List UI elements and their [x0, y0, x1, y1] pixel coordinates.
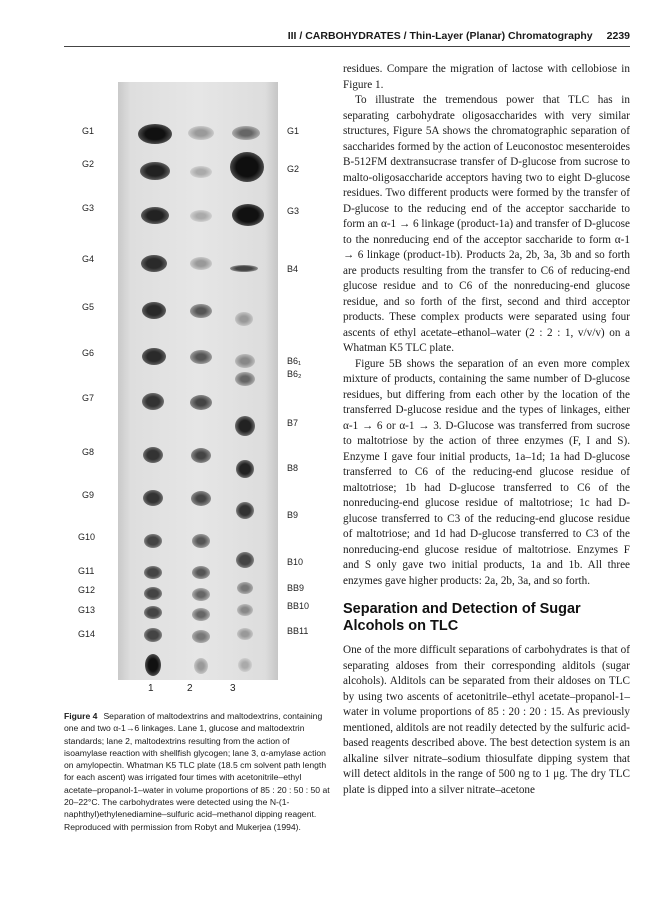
spot — [144, 534, 162, 548]
right-label: B6₂ — [287, 369, 302, 379]
left-label: G8 — [82, 447, 95, 457]
spot — [192, 630, 210, 643]
left-label: G4 — [82, 254, 95, 264]
left-label: G10 — [78, 532, 96, 542]
spot — [141, 207, 169, 224]
spot — [235, 354, 255, 368]
right-label: B9 — [287, 510, 299, 520]
left-label: G11 — [78, 566, 95, 576]
spot — [238, 658, 252, 672]
right-label: B8 — [287, 463, 299, 473]
spot — [191, 448, 211, 463]
spot — [191, 491, 211, 506]
spot — [138, 124, 172, 144]
spot — [190, 210, 212, 222]
header-rule — [64, 46, 630, 47]
spot — [236, 552, 254, 568]
spot — [235, 312, 253, 326]
right-label: B6₁ — [287, 356, 302, 366]
spot — [192, 534, 210, 548]
right-label: B10 — [287, 557, 304, 567]
spot — [144, 566, 162, 579]
spot — [141, 255, 167, 272]
spot — [190, 166, 212, 178]
spot — [232, 126, 260, 140]
paragraph: To illustrate the tremendous power that TLC has in separating carbohydrate oligosaccharides with very similar structures, Figure 5A shows the chromatographic separation of saccharides formed by the action of Leuconostoc mesenteroides B-512FM dextransucrase transfer of D-glucose from sucrose to malto-oligosaccharide acceptors having two to eight D-glucose residues. Two different products were formed by the transfer of D-glucose to the reducing end of the acceptor saccharide to form an α-1 → 6 linkage (product-1a) and transfer of D-glucose to the nonreducing end of the acceptor saccharide to form α-1 → 6 linkage (product-1b). Products 2a, 2b, 3a, 3b and so forth are products resulting from the transfer to C6 of reducing-end glucose residue and to C6 of the nonreducing-end glucose residue, and so forth of the first, second and third acceptor products. These complex products were separated using four ascents of ethyl acetate–ethanol–water (2 : 2 : 1, v/v/v) on a Whatman K5 TLC plate. — [343, 94, 630, 354]
right-label: BB10 — [287, 601, 310, 611]
spot — [142, 302, 166, 319]
spot — [236, 460, 254, 478]
spot — [235, 416, 255, 436]
left-label: G13 — [78, 605, 96, 615]
right-label: BB11 — [287, 626, 309, 636]
right-label: BB9 — [287, 583, 305, 593]
caption-text: Separation of maltodextrins and maltodextrins, containing one and two α-1→6 linkages. Lane 1, glucose and maltodextrin standards; lane 2, maltodextrins resulting from the action of isoamylase reaction with shellfish glycogen; lane 3, α-amylase action on amylopectin. Whatman K5 TLC plate (18.5 cm solvent path length for each ascent) was irrigated four times with acetonitrile–ethyl acetate–propanol-1–water in volume proportions of 85 : 20 : 50 : 50 at 20–22°C. The carbohydrates were detected using the N-(1-naphthyl)ethylenediamine–sulfuric acid–methanol dipping reagent. Reproduced with permission from Robyt and Mukerjea (1994). — [64, 711, 330, 832]
text-column — [343, 62, 630, 798]
spot — [192, 566, 210, 579]
tlc-plate — [118, 82, 278, 680]
running-head — [250, 30, 630, 42]
spot — [237, 628, 253, 640]
left-label: G5 — [82, 302, 95, 312]
left-label: G1 — [82, 126, 95, 136]
paragraph: Figure 5B shows the separation of an even more complex mixture of products, containing the same number of D-glucose residues, but differing from each other by the location of the transferred D-glucose residue and the types of linkages, either α-1 → 6 or α-1 → 3. D-Glucose was transferred from sucrose to maltotriose by the action of three enzymes (F, I and S). Enzyme I gave four initial products, 1a–1d; 1a had D-glucose transferred to C6 of the reducing-end glucose residue of maltotriose; 1b had D-glucose transferred to C6 of the nonreducing-end glucose residue of maltotriose; 1c had D-glucose transferred to C3 of the reducing-end glucose residue of maltotriose; and 1d had D-glucose transferred to C3 of the nonreducing-end glucose residue of maltotriose. Enzymes F and S only gave two initial products, 1a and 1b. All three enzymes gave higher products: 2a, 2b, 3a, and so forth. — [343, 357, 630, 587]
spot — [140, 162, 170, 180]
right-label: G1 — [287, 126, 300, 136]
left-label: G9 — [82, 490, 95, 500]
spot — [235, 372, 255, 386]
spot — [143, 447, 163, 463]
left-label: G14 — [78, 629, 96, 639]
section-heading: Separation and Detection of Sugar Alcohols on TLC — [343, 601, 581, 634]
spot — [188, 126, 214, 140]
spot — [144, 606, 162, 619]
left-label: G12 — [78, 585, 96, 595]
left-label: G2 — [82, 159, 95, 169]
spot — [236, 502, 254, 519]
spot — [230, 152, 264, 182]
figure-label: Figure 4 — [64, 711, 98, 721]
paragraph: One of the more difficult separations of carbohydrates is that of separating aldoses from their corresponding alditols (sugar alcohols). Alditols can be separated from their aldoses on TLC by using two ascents of acetonitrile–ethyl acetate–propanol-1–water in volume proportions of 85 : 20 : 20 : 15. As previously mentioned, alditols are not readily detected by the sulfuric acid-based reagents described above. The best detection system is an alkaline silver nitrate–sodium thiosulfate dipping system that will detect alditols in the range of 500 ng to 1 μg. The dry TLC plate is dipped into a silver nitrate–acetone — [343, 644, 630, 796]
spot — [194, 658, 208, 674]
spot — [190, 395, 212, 410]
right-label: G3 — [287, 206, 300, 216]
spot — [192, 588, 210, 601]
spot — [192, 608, 210, 621]
spot — [144, 587, 162, 600]
figure-caption — [64, 710, 332, 833]
right-label: B4 — [287, 264, 299, 274]
spot — [190, 257, 212, 270]
lane-number: 3 — [230, 683, 236, 694]
spot — [237, 604, 253, 616]
page-number: 2239 — [606, 30, 630, 42]
spot — [142, 393, 164, 410]
spot — [232, 204, 264, 226]
running-head-title: III / CARBOHYDRATES / Thin-Layer (Planar) Chromatography — [287, 30, 593, 42]
lane-number: 1 — [148, 683, 154, 694]
lane-number: 2 — [187, 683, 193, 694]
spot — [145, 654, 161, 676]
left-label: G7 — [82, 393, 95, 403]
spot — [142, 348, 166, 365]
left-label: G3 — [82, 203, 95, 213]
right-label: G2 — [287, 164, 300, 174]
spot — [190, 350, 212, 364]
spot — [237, 582, 253, 594]
paragraph: residues. Compare the migration of lactose with cellobiose in Figure 1. — [343, 63, 630, 91]
left-label: G6 — [82, 348, 95, 358]
spot — [230, 265, 258, 272]
spot — [190, 304, 212, 318]
spot — [144, 628, 162, 642]
right-label: B7 — [287, 418, 299, 428]
spot — [143, 490, 163, 506]
